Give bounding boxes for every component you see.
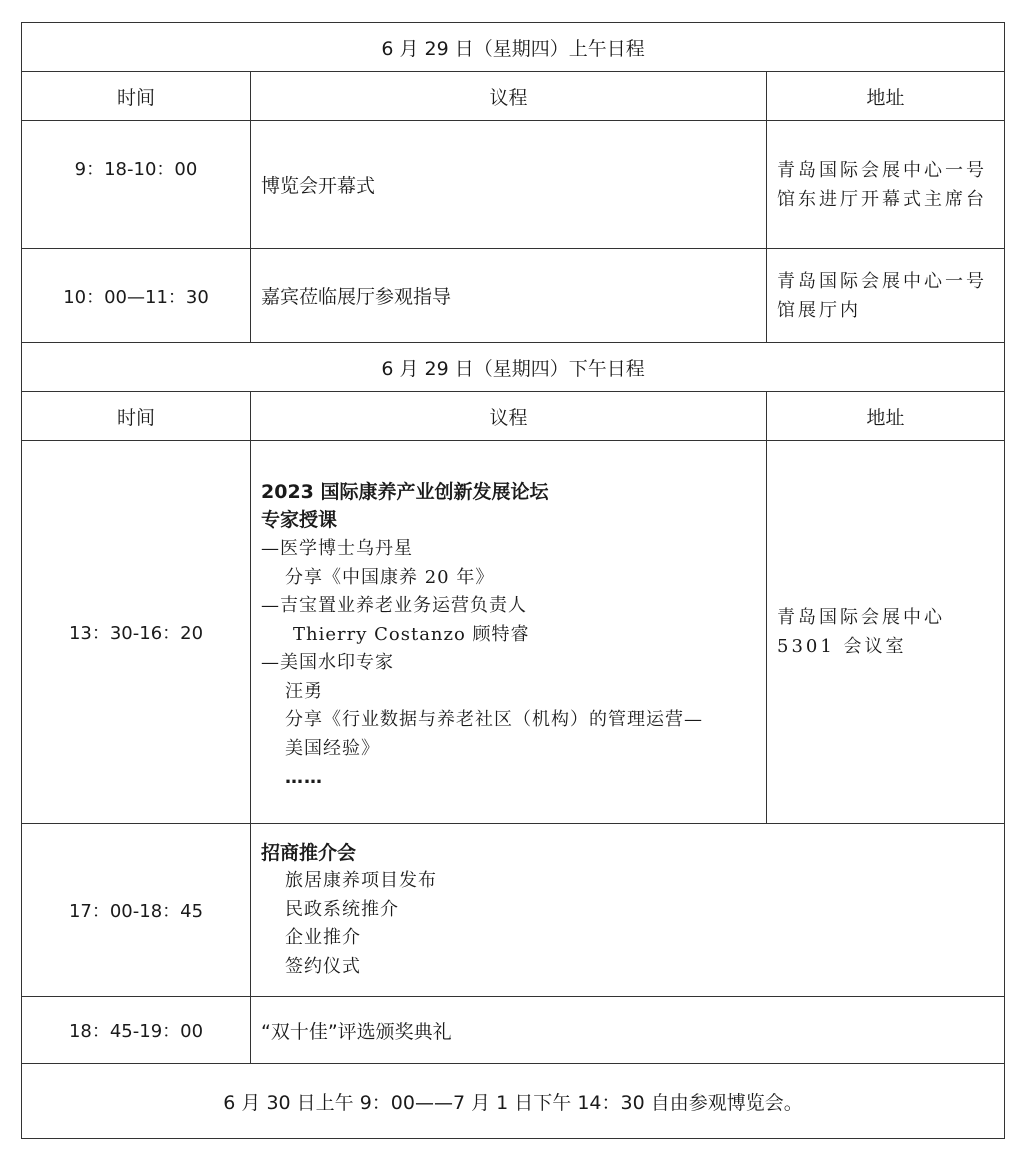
agenda-column-header: 议程	[251, 392, 767, 441]
list-item: 签约仪式	[285, 955, 361, 977]
morning-title-row	[22, 23, 1005, 72]
speaker-line: —医学博士乌丹星	[261, 537, 413, 559]
time-column-header: 时间	[22, 392, 251, 441]
time-cell: 13：30-16：20	[22, 441, 251, 824]
schedule-table	[21, 22, 1005, 1139]
table-row	[22, 997, 1005, 1064]
address-line: 青岛国际会展中心	[777, 607, 945, 628]
forum-title: 2023 国际康养产业创新发展论坛	[261, 480, 549, 503]
afternoon-title: 6 月 29 日（星期四）下午日程	[22, 343, 1005, 392]
time-column-header: 时间	[22, 72, 251, 121]
address-line: 5301 会议室	[777, 636, 907, 657]
address-cell	[767, 441, 1005, 824]
speaker-name-line: 汪勇	[285, 680, 323, 702]
table-row	[22, 441, 1005, 824]
address-column-header: 地址	[767, 72, 1005, 121]
agenda-cell	[251, 824, 1005, 997]
footer-note: 6 月 30 日上午 9：00——7 月 1 日下午 14：30 自由参观博览会。	[22, 1064, 1005, 1139]
talk-line: 分享《中国康养 20 年》	[285, 566, 495, 588]
morning-title: 6 月 29 日（星期四）上午日程	[22, 23, 1005, 72]
ellipsis-line: ……	[285, 766, 323, 788]
agenda-cell: “双十佳”评选颁奖典礼	[251, 997, 1005, 1064]
speaker-name-line: Thierry Costanzo 顾特睿	[293, 623, 530, 645]
table-row	[22, 249, 1005, 343]
time-cell: 10：00—11：30	[22, 249, 251, 343]
footer-row	[22, 1064, 1005, 1139]
speaker-line: —美国水印专家	[261, 652, 394, 674]
morning-header-row	[22, 72, 1005, 121]
address-column-header: 地址	[767, 392, 1005, 441]
agenda-cell: 嘉宾莅临展厅参观指导	[251, 249, 767, 343]
promo-title: 招商推介会	[261, 841, 357, 864]
talk-line: 美国经验》	[285, 738, 380, 760]
list-item: 企业推介	[285, 927, 361, 949]
address-cell: 青岛国际会展中心一号馆展厅内	[767, 249, 1005, 343]
list-item: 旅居康养项目发布	[285, 870, 437, 892]
speaker-line: —吉宝置业养老业务运营负责人	[261, 595, 527, 617]
talk-line: 分享《行业数据与养老社区（机构）的管理运营—	[285, 709, 703, 731]
afternoon-title-row	[22, 343, 1005, 392]
agenda-cell	[251, 441, 767, 824]
address-cell: 青岛国际会展中心一号馆东进厅开幕式主席台	[767, 121, 1005, 249]
table-row	[22, 121, 1005, 249]
list-item: 民政系统推介	[285, 898, 399, 920]
time-cell: 17：00-18：45	[22, 824, 251, 997]
time-cell	[22, 121, 251, 249]
agenda-cell: 博览会开幕式	[251, 121, 767, 249]
forum-subtitle: 专家授课	[261, 509, 338, 532]
table-row	[22, 824, 1005, 997]
time-cell: 18：45-19：00	[22, 997, 251, 1064]
afternoon-header-row	[22, 392, 1005, 441]
time-text: 9：18-10：00	[74, 158, 198, 180]
agenda-column-header: 议程	[251, 72, 767, 121]
